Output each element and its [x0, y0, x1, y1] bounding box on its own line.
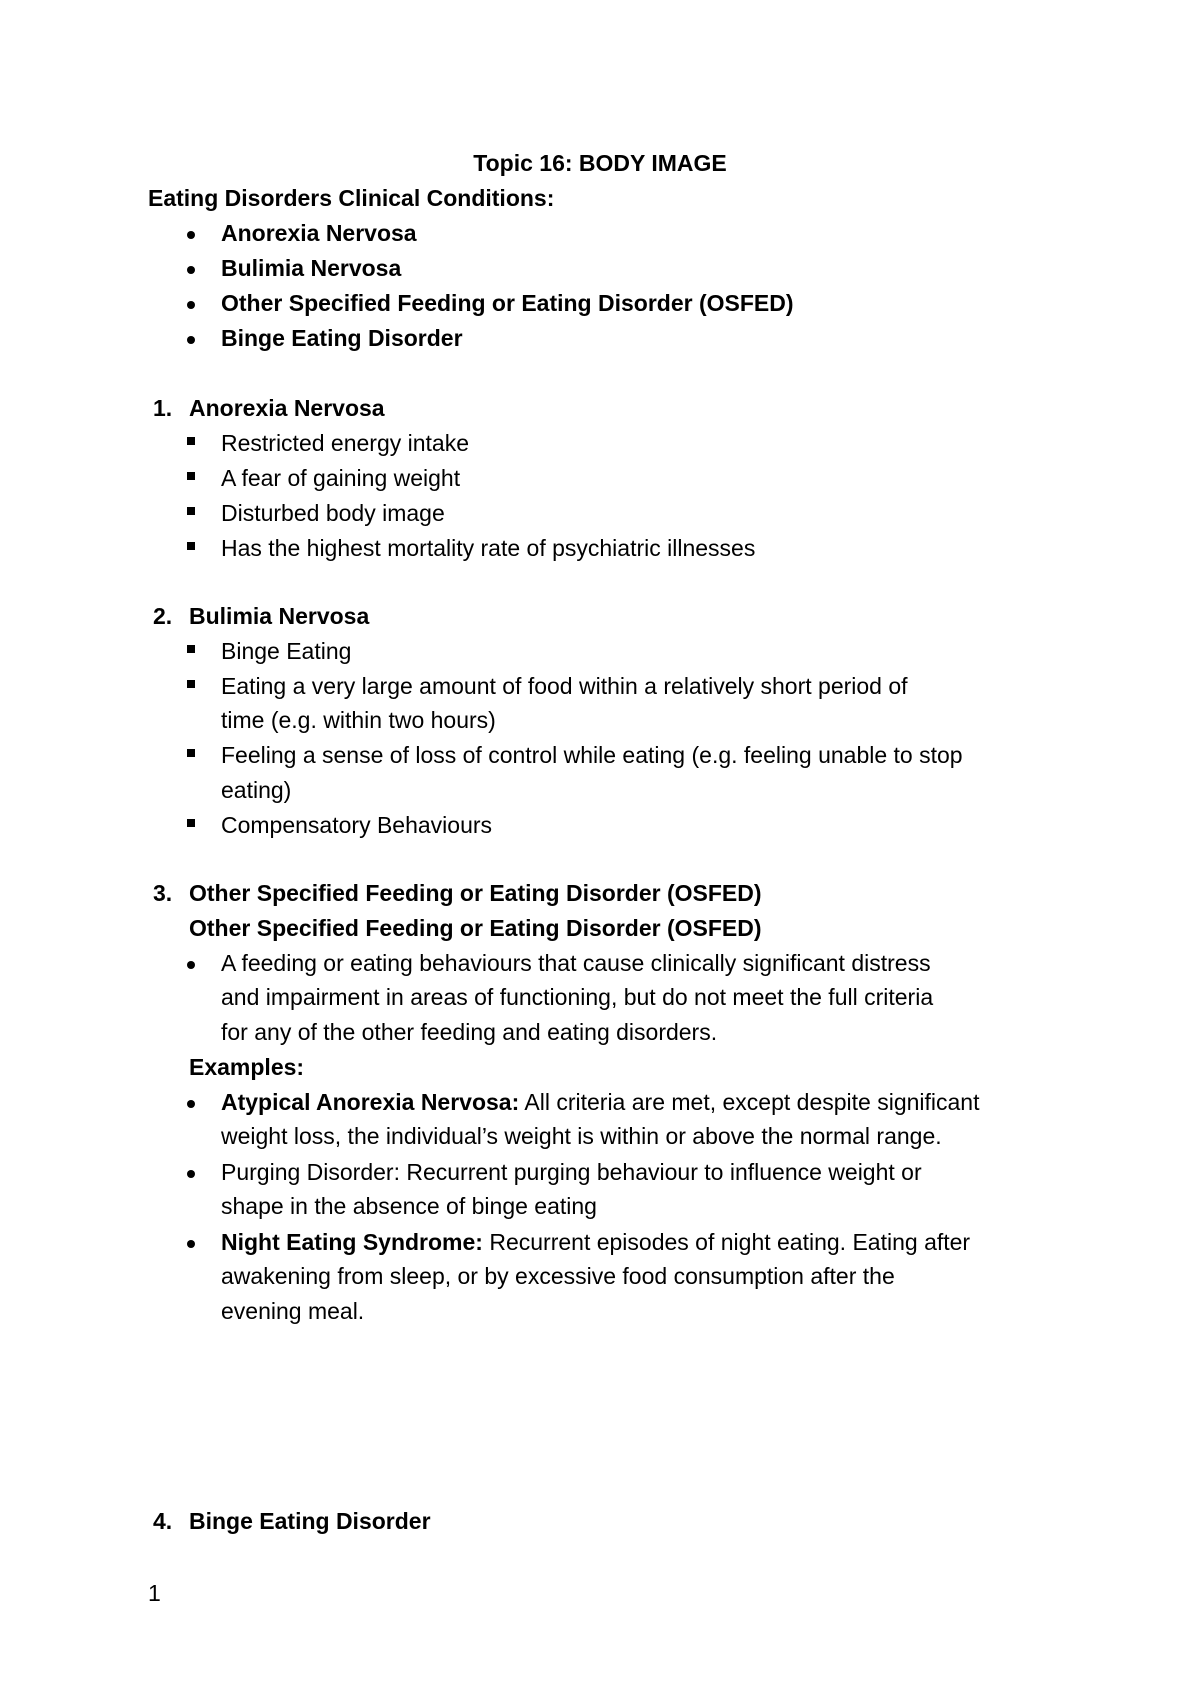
list-item: Feeling a sense of loss of control while eating (e.g. feeling unable to stop — [221, 742, 963, 768]
square-bullet-icon — [187, 819, 195, 827]
square-bullet-icon — [187, 749, 195, 757]
bullet-icon — [187, 231, 195, 239]
section-number: 1. — [153, 395, 173, 421]
example-item: Purging Disorder: Recurrent purging behaviour to influence weight or — [221, 1159, 922, 1185]
page-number: 1 — [148, 1580, 161, 1606]
example-item — [221, 1227, 970, 1257]
list-item: Disturbed body image — [221, 500, 445, 526]
intro-item: Other Specified Feeding or Eating Disorder (OSFED) — [221, 290, 794, 316]
section-number: 2. — [153, 603, 173, 629]
example-continuation: weight loss, the individual’s weight is within or above the normal range. — [221, 1123, 942, 1149]
list-item: Eating a very large amount of food within a relatively short period of — [221, 673, 908, 699]
example-continuation: shape in the absence of binge eating — [221, 1193, 597, 1219]
section-subheading: Other Specified Feeding or Eating Disorder (OSFED) — [189, 915, 762, 941]
square-bullet-icon — [187, 437, 195, 445]
intro-item: Bulimia Nervosa — [221, 255, 402, 281]
list-item-continuation: time (e.g. within two hours) — [221, 707, 496, 733]
example-text: All criteria are met, except despite significant — [519, 1089, 980, 1115]
bullet-icon — [187, 1100, 195, 1108]
section-heading: Bulimia Nervosa — [189, 603, 370, 629]
example-item — [221, 1087, 979, 1117]
bullet-icon — [187, 961, 195, 969]
bullet-icon — [187, 266, 195, 274]
page-title: Topic 16: BODY IMAGE — [473, 150, 727, 176]
list-item: A fear of gaining weight — [221, 465, 461, 491]
example-term: Night Eating Syndrome: — [221, 1229, 483, 1255]
section-number: 3. — [153, 880, 173, 906]
intro-item: Binge Eating Disorder — [221, 325, 463, 351]
bullet-icon — [187, 301, 195, 309]
square-bullet-icon — [187, 645, 195, 653]
list-item: Binge Eating — [221, 638, 352, 664]
list-item: Has the highest mortality rate of psychiatric illnesses — [221, 535, 756, 561]
intro-item: Anorexia Nervosa — [221, 220, 417, 246]
list-item: Compensatory Behaviours — [221, 812, 493, 838]
bullet-icon — [187, 1240, 195, 1248]
examples-label: Examples: — [189, 1054, 305, 1080]
list-item: Restricted energy intake — [221, 430, 470, 456]
square-bullet-icon — [187, 542, 195, 550]
example-continuation: awakening from sleep, or by excessive food consumption after the — [221, 1263, 895, 1289]
section-heading: Other Specified Feeding or Eating Disorder (OSFED) — [189, 880, 762, 906]
example-text: Recurrent episodes of night eating. Eating after — [482, 1229, 971, 1255]
bullet-icon — [187, 336, 195, 344]
definition-line: A feeding or eating behaviours that cause clinically significant distress — [221, 950, 931, 976]
definition-line: and impairment in areas of functioning, but do not meet the full criteria — [221, 984, 934, 1010]
list-item-continuation: eating) — [221, 777, 292, 803]
section-heading: Binge Eating Disorder — [189, 1508, 431, 1534]
square-bullet-icon — [187, 507, 195, 515]
intro-heading: Eating Disorders Clinical Conditions: — [148, 185, 555, 211]
section-number: 4. — [153, 1508, 173, 1534]
definition-line: for any of the other feeding and eating disorders. — [221, 1019, 718, 1045]
section-heading: Anorexia Nervosa — [189, 395, 385, 421]
example-term: Atypical Anorexia Nervosa: — [221, 1089, 520, 1115]
square-bullet-icon — [187, 680, 195, 688]
example-continuation: evening meal. — [221, 1298, 365, 1324]
bullet-icon — [187, 1170, 195, 1178]
square-bullet-icon — [187, 472, 195, 480]
